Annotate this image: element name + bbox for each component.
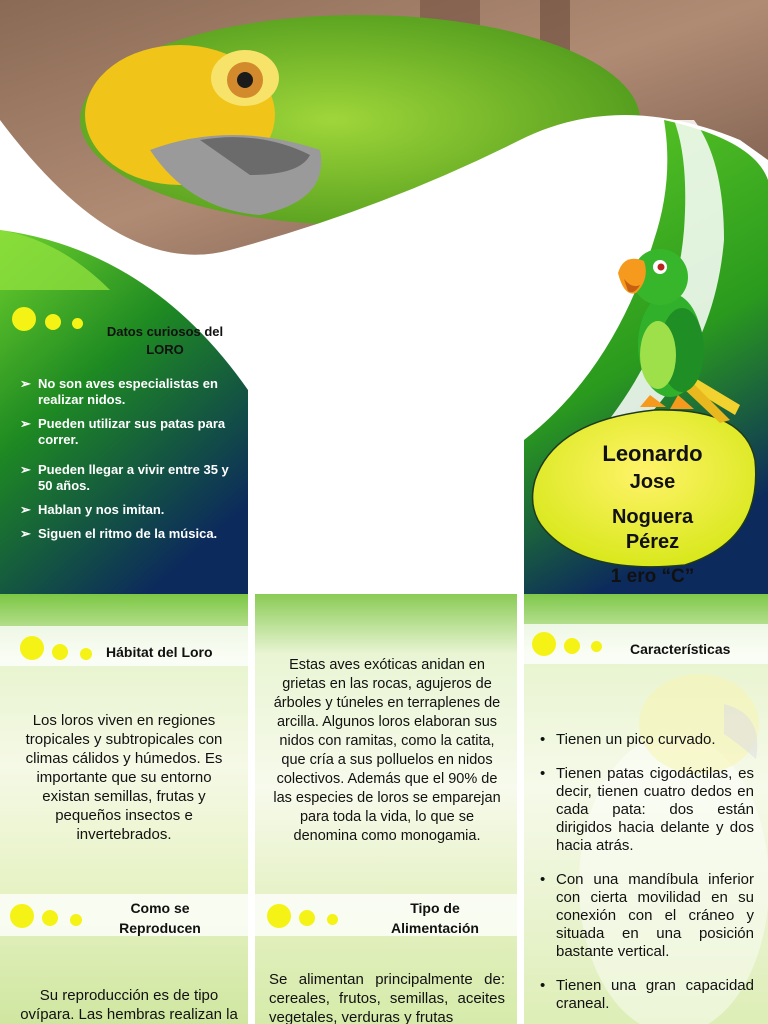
- facts-title: [90, 323, 240, 359]
- characteristics-list: [536, 731, 754, 1024]
- reproduction-text: Su reproducción es de tipo ovípara. Las hembras realizan la: [20, 987, 238, 1023]
- decor-dot: [532, 632, 556, 656]
- habitat-text: Los loros viven en regiones tropicales y subtropicales con climas cálidos y húmedos. Es importante que su entorno existan semillas, frutas y pequeños insectos e invertebrados.: [25, 712, 223, 843]
- diet-title: Tipo de Alimentación: [391, 900, 479, 936]
- list-item: • Tienen un pico curvado.: [540, 731, 716, 748]
- author-surname: [560, 505, 745, 555]
- diet-text: Se alimentan principalmente de: cereales, frutos, semillas, aceites vegetales, verduras y frutas: [269, 971, 505, 1024]
- decor-dot: [42, 910, 58, 926]
- decor-dot: [72, 318, 83, 329]
- list-item: ➢ Hablan y nos imitan.: [20, 502, 165, 517]
- author-middle-name: Jose: [629, 471, 676, 493]
- characteristics-title: Características: [630, 641, 731, 657]
- nesting-panel: [255, 594, 517, 1024]
- list-item: • Tienen patas cigodáctilas, es decir, tienen cuatro dedos en cada pata: dos están dirigidos hacia delante y dos hacia atrás.: [540, 765, 754, 854]
- nesting-text: Estas aves exóticas anidan en grietas en las rocas, agujeros de árboles y túneles en terraplenes de arcilla. Algunos loros elaboran sus nidos con ramitas, como la catita, que cría a sus polluelos en nidos colectivos. Además que el 90% de las especies de loros se emparejan para toda la vida, lo que se denomina como monogamia.: [273, 657, 501, 844]
- parrot-cartoon-icon: [610, 245, 745, 425]
- decor-dot: [52, 644, 68, 660]
- author-grade: 1 ero “C”: [610, 566, 695, 587]
- reproduction-title: Como se Reproducen: [119, 900, 201, 936]
- habitat-panel: [0, 594, 248, 1024]
- decor-dot: [564, 638, 580, 654]
- author-name: [560, 440, 745, 496]
- decor-dot: [20, 636, 44, 660]
- author-last-name-2: Pérez: [625, 531, 680, 553]
- decor-dot: [327, 914, 338, 925]
- decor-dot: [45, 314, 61, 330]
- author-first-name: Leonardo: [602, 441, 703, 466]
- list-item: • Con una mandíbula inferior con cierta movilidad en su conexión con el cráneo y situada en una posición bastante vertical.: [540, 871, 754, 960]
- list-item: ➢ Pueden llegar a vivir entre 35 y 50 años.: [20, 462, 229, 493]
- facts-title-line2: LORO: [146, 342, 184, 357]
- list-item: • Tienen una gran capacidad craneal.: [540, 977, 754, 1012]
- decor-dot: [80, 648, 92, 660]
- habitat-title: Hábitat del Loro: [106, 644, 213, 660]
- facts-list: [20, 376, 242, 550]
- decor-dot: [10, 904, 34, 928]
- decor-dot: [299, 910, 315, 926]
- decor-dot: [70, 914, 82, 926]
- list-item: ➢ Pueden utilizar sus patas para correr.: [20, 416, 226, 447]
- decor-dot: [591, 641, 602, 652]
- list-item: ➢ Siguen el ritmo de la música.: [20, 526, 218, 541]
- author-last-name-1: Noguera: [611, 506, 694, 528]
- facts-title-line1: Datos curiosos del: [106, 324, 224, 339]
- characteristics-panel: [524, 594, 768, 1024]
- decor-dot: [12, 307, 36, 331]
- decor-dot: [267, 904, 291, 928]
- list-item: ➢ No son aves especialistas en realizar nidos.: [20, 376, 218, 407]
